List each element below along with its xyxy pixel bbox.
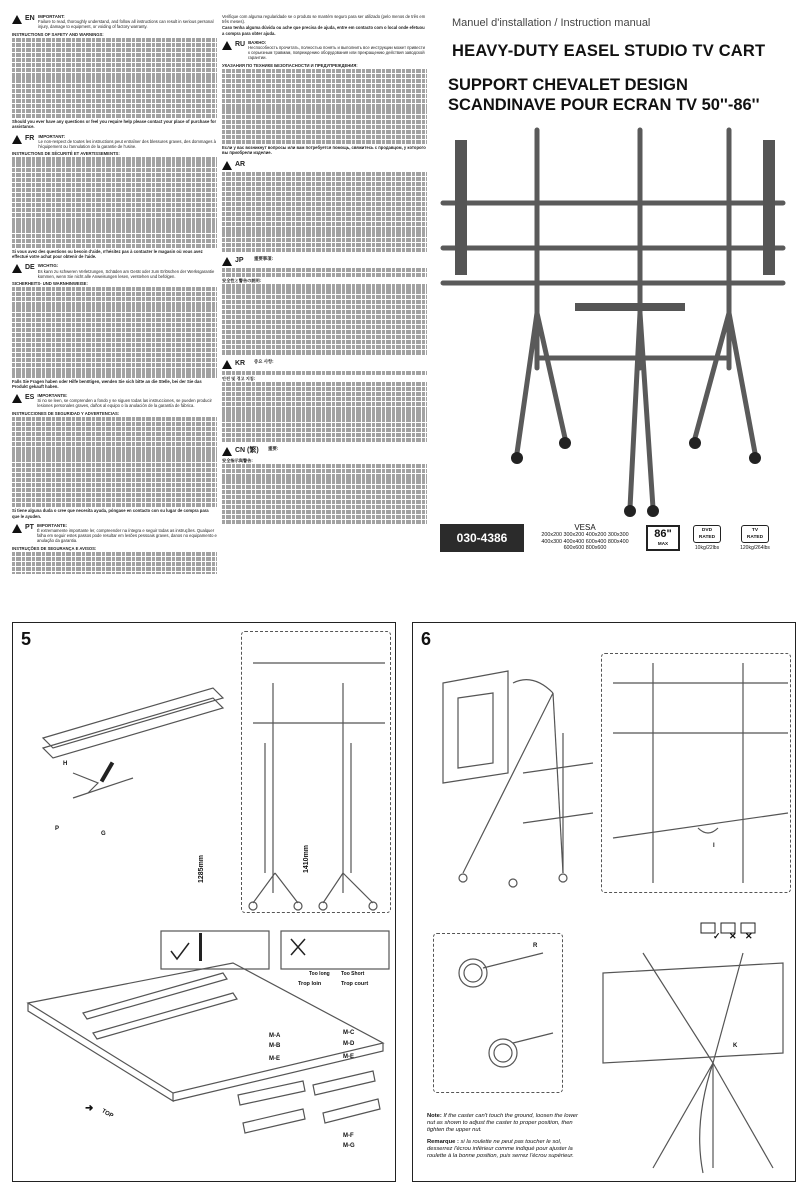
arrow-icon: ➜ [85, 1103, 94, 1114]
intro-text: Verifique com alguma regularidade se o produto se mantém seguro para ser utilizado (pelo menos de três em três meses). [222, 14, 426, 25]
easel-cart-icon [425, 118, 805, 518]
caster-note [427, 1113, 587, 1160]
warning-triangle-icon [12, 394, 22, 403]
section-heading: INSTRUCCIONES DE SEGURIDAD Y ADVERTENCIAS: [12, 410, 120, 416]
warning-block-ar [222, 160, 427, 252]
language-code: FR [25, 134, 35, 142]
intro-text: É extremamente importante ler, compreender na íntegra e seguir todas as instruções. Qualquer falha em seguir estes passos pode resultar em lesões pessoais graves, danos no equipamento e anulação da garantia. [36, 527, 217, 544]
note-label: Note: [427, 1113, 442, 1119]
remark-text: si la roulette ne peut pas toucher le sol, desserrez l'écrou inférieur comme indiqué pour ajuster la roulette à la bonne position, puis serrez l'écrou supérieur. [427, 1138, 574, 1160]
screen-size-icon [646, 525, 680, 551]
spec-bar [440, 520, 800, 556]
product-title-en: HEAVY-DUTY EASEL STUDIO TV CART [452, 42, 766, 60]
section-heading: 安全性と警告の説明: [222, 278, 262, 284]
part-label-i: I [713, 843, 715, 849]
warning-triangle-icon [222, 41, 232, 50]
step-number: 6 [421, 629, 432, 649]
cart-illustration [425, 118, 805, 518]
closing-text: Should you ever have any questions or feel you require help please contact your place of purchase for assistance. [12, 119, 217, 130]
vesa-row: 600x600 800x600 [563, 544, 607, 551]
important-label: 중요 사항: [254, 358, 274, 364]
vesa-row: 400x300 400x400 600x400 800x400 [541, 538, 629, 545]
step-6-panel [412, 622, 796, 1182]
important-label: IMPORTANTE: [37, 393, 68, 399]
warning-block-pt-continued [222, 14, 427, 36]
product-title-fr [448, 75, 760, 115]
closing-text: Caso tenha alguma dúvida ou ache que precisa de ajuda, entre em contacto com o local onde efetuou a compra para obter ajuda. [222, 25, 425, 36]
tv-load-badge [734, 525, 776, 551]
warning-triangle-icon [222, 257, 232, 266]
step-number: 5 [21, 629, 32, 649]
warning-triangle-icon [222, 161, 232, 170]
warning-block-ru [222, 40, 427, 156]
vesa-label: VESA [574, 523, 596, 533]
part-label-r: R [533, 943, 538, 949]
language-code: RU [235, 40, 246, 48]
warnings-column-2 [222, 14, 427, 574]
weight-icon [741, 525, 769, 543]
section-heading: INSTRUCTIONS DE SÉCURITÉ ET AVERTISSEMENTS: [12, 151, 120, 157]
badge-rated: RATED [746, 535, 764, 540]
warning-block-jp [222, 256, 427, 355]
trop-court-label: Trop court [341, 981, 369, 987]
hardware-m-d: M-D [343, 1041, 355, 1047]
cross-icon: ✕ [729, 931, 737, 941]
product-title-fr-line-2: SCANDINAVE POUR ECRAN TV 50''-86'' [448, 96, 760, 114]
language-code: DE [25, 264, 35, 272]
too-long-label: Too long [309, 971, 330, 977]
dvd-load-badge [686, 525, 728, 551]
warning-triangle-icon [222, 360, 232, 369]
top-arrow-label: TOP [100, 1108, 114, 1120]
weight-icon [693, 525, 721, 543]
language-code: JP [235, 256, 244, 264]
too-short-label: Too Short [341, 971, 365, 977]
badge-label: TV [751, 528, 759, 533]
manual-title: Manuel d'installation / Instruction manual [452, 17, 651, 29]
hardware-m-c: M-C [343, 1030, 355, 1036]
important-label: WICHTIG: [37, 263, 59, 269]
vesa-row: 200x200 300x200 400x200 300x300 [541, 532, 629, 539]
language-code: EN [25, 15, 35, 22]
warning-triangle-icon [12, 524, 22, 533]
language-code: CN (繁) [235, 446, 259, 454]
screen-size: 86" [654, 528, 672, 540]
part-label-g: G [101, 831, 106, 837]
language-code: ES [25, 394, 35, 402]
step-5-diagram [13, 623, 397, 1183]
warning-block-kr [222, 359, 427, 442]
trop-loin-label: Trop loin [298, 981, 322, 987]
section-heading: 安全指示與警告: [222, 457, 253, 463]
hardware-m-b: M-B [269, 1043, 281, 1049]
part-label-k: K [733, 1043, 738, 1049]
important-label: 重要事項: [254, 255, 274, 261]
warning-block-es [12, 393, 217, 519]
load-value: 10kg/22lbs [694, 545, 720, 551]
warning-block-pt [12, 523, 217, 574]
warning-block-fr [12, 134, 217, 260]
warning-block-de [12, 263, 217, 389]
part-label-h: H [63, 761, 68, 767]
language-code: AR [235, 160, 246, 168]
closing-text: Если у вас возникнут вопросы или вам потребуется помощь, свяжитесь с продавцом, у которого вы приобрели изделие. [222, 145, 426, 156]
important-label: 重要: [268, 445, 279, 451]
warning-triangle-icon [12, 264, 22, 273]
vesa-list [530, 525, 640, 551]
warning-triangle-icon [12, 15, 22, 24]
important-label: IMPORTANT: [38, 133, 66, 139]
section-heading: 안전 및 경고 지침: [222, 375, 256, 381]
closing-text: Si tiene alguna duda o cree que necesita ayuda, póngase en contacto con su lugar de compra para que le ayuden. [12, 508, 209, 519]
intro-text: Failure to read, thoroughly understand, and follow all instructions can result in serious personal injury, damage to equipment, or voiding of factory warranty. [38, 19, 214, 30]
step-5-panel [12, 622, 396, 1182]
cross-icon: ✕ [745, 931, 753, 941]
section-heading: INSTRUCTIONS OF SAFETY AND WARNINGS: [12, 31, 104, 37]
product-title-fr-line-1: SUPPORT CHEVALET DESIGN [448, 76, 688, 94]
check-icon: ✓ [713, 931, 721, 941]
note-en [427, 1113, 587, 1135]
warning-triangle-icon [222, 447, 232, 456]
screen-max: MAX [657, 541, 669, 546]
section-heading: SICHERHEITS- UND WARNHINWEISE: [12, 280, 88, 286]
intro-text: Si no se leen, se comprenden a fondo y se siguen todas las instrucciones, se pueden producir lesiones personales graves, daños al equipo o la anulación de la garantía de fábrica. [37, 398, 212, 409]
language-code: PT [25, 523, 34, 531]
badge-rated: RATED [698, 535, 716, 540]
remark-label: Remarque : [427, 1138, 459, 1145]
closing-text: Si vous avez des questions ou besoin d'aide, n'hésitez pas à contacter le magasin où vous avez effectué votre achat pour obtenir de l'aide. [12, 248, 203, 260]
warning-block-cn [222, 446, 427, 524]
note-text: If the caster can't touch the ground, loosen the lower nut as shown to adjust the caster to proper position, then tighten the upper nut. [427, 1113, 578, 1134]
note-fr [427, 1139, 587, 1161]
section-heading: УКАЗАНИЯ ПО ТЕХНИКЕ БЕЗОПАСНОСТИ И ПРЕДУПРЕЖДЕНИЯ: [222, 62, 358, 68]
step-6-diagram [413, 623, 797, 1183]
intro-text: Неспособность прочитать, полностью понять и выполнить все инструкции может привести к серьезным травмам, повреждению оборудования или прекращению действия заводской гарантии. [248, 45, 425, 61]
intro-text: Es kann zu schweren Verletzungen, Schäden am Gerät oder zum Erlöschen der Werksgarantie kommen, wenn Sie nicht alle Anweisungen lesen, verstehen und befolgen. [37, 268, 215, 279]
hardware-m-g: M-G [343, 1143, 355, 1149]
height-1410: 1410mm [303, 844, 310, 873]
intro-text: Le non-respect de toutes les instructions peut entraîner des blessures graves, des dommages à l'équipement ou l'annulation de la garantie de l'usine. [38, 138, 216, 149]
part-label-p: P [55, 826, 60, 832]
warnings-column-1 [12, 14, 217, 574]
important-label: IMPORTANTE: [36, 522, 68, 528]
hardware-m-f: M-F [343, 1133, 354, 1139]
badge-label: DVD [701, 528, 713, 533]
hardware-m-e-2: M-E [343, 1054, 354, 1060]
model-number: 030-4386 [440, 524, 524, 552]
hardware-m-a: M-A [269, 1033, 281, 1039]
closing-text: Falls Sie Fragen haben oder Hilfe benötigen, wenden Sie sich bitte an die Stelle, bei der Sie das Produkt gekauft haben. [12, 378, 202, 389]
important-label: ВАЖНО: [248, 39, 267, 45]
warning-block-en [12, 14, 217, 130]
section-heading: INSTRUÇÕES DE SEGURANÇA E AVISOS: [12, 545, 97, 551]
language-code: KR [235, 359, 246, 367]
important-label: IMPORTANT: [38, 14, 65, 19]
hardware-m-e: M-E [269, 1056, 280, 1062]
load-value: 120kg/264lbs [740, 545, 770, 551]
warning-triangle-icon [12, 135, 22, 144]
height-1285: 1285mm [198, 854, 205, 883]
